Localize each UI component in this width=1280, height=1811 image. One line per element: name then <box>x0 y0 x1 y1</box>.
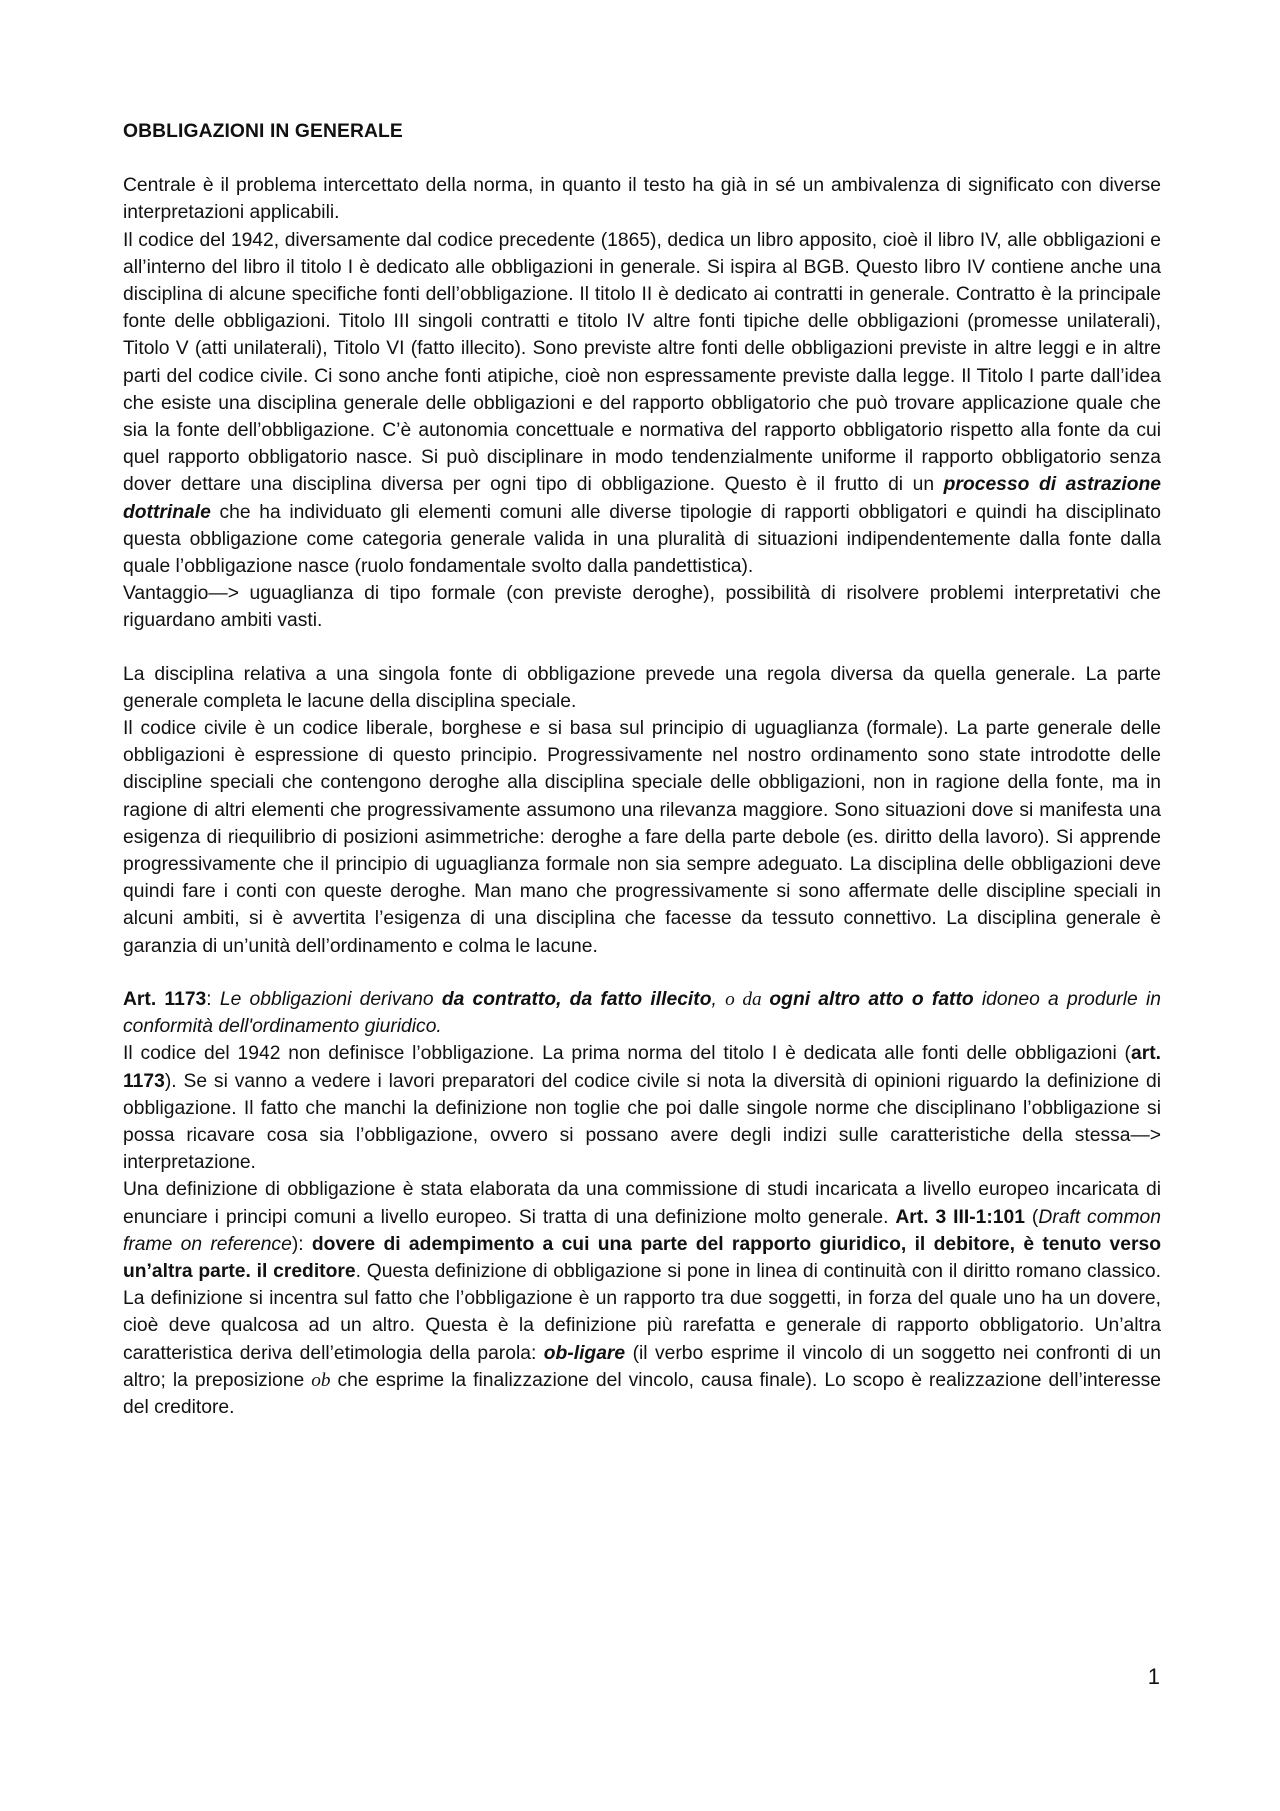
article-label: Art. 1173 <box>123 988 207 1010</box>
article-text: , <box>711 988 726 1010</box>
page-number: 1 <box>1147 1664 1160 1689</box>
paragraph-vantaggio: Vantaggio—> uguaglianza di tipo formale (con previste deroghe), possibilità di risolvere problemi interpretativi che riguardano ambiti vasti. <box>123 583 1161 632</box>
article-text: o da <box>725 988 770 1010</box>
article-text: idoneo a produrle in conformità dell'ordinamento giuridico. <box>123 988 1161 1038</box>
paragraph-definizione-assente <box>123 1040 1161 1176</box>
article-1173-quote <box>123 986 1161 1040</box>
paragraph-gap <box>123 960 1161 986</box>
page-title: OBBLIGAZIONI IN GENERALE <box>123 121 403 142</box>
paragraph-text: ): <box>291 1233 312 1255</box>
paragraph-text: Il codice del 1942 non definisce l’obbligazione. La prima norma del titolo I è dedicata alle fonti delle obbligazioni ( <box>123 1043 1131 1065</box>
paragraph-text: ). Se si vanno a vedere i lavori preparatori del codice civile si nota la diversità di opinioni riguardo la definizione di obbligazione. Il fatto che manchi la definizione non toglie che poi dalle singole norme che disciplinano l’obbligazione si possa ricavare cosa sia l’obbligazione, ovvero si possano avere degli indizi sulle caratteristiche della stessa—> interpretazione. <box>123 1070 1161 1174</box>
article-bold-text: da contratto, da fatto illecito <box>441 988 712 1010</box>
paragraph-text: che esprime la finalizzazione del vincolo, causa finale). Lo scopo è realizzazione dell’interesse del creditore. <box>123 1369 1161 1418</box>
article-reference: art. 1173 <box>123 1043 1161 1092</box>
draft-reference: Draft common frame on reference <box>123 1206 1161 1255</box>
paragraph-disciplina-singola: La disciplina relativa a una singola fonte di obbligazione prevede una regola diversa da quella generale. La parte generale completa le lacune della disciplina speciale. <box>123 663 1161 712</box>
paragraph-codice-liberale: Il codice civile è un codice liberale, borghese e si basa sul principio di uguaglianza (formale). La parte generale delle obbligazioni è espressione di questo principio. Progressivamente nel nostro ordinamento sono state introdotte delle discipline speciali che contengono deroghe alla disciplina speciale delle obbligazioni, non in ragione della fonte, ma in ragione di altri elementi che progressivamente assumono una rilevanza maggiore. Sono situazioni dove si manifesta una esigenza di riequilibrio di posizioni asimmetriche: deroghe a fare della parte debole (es. diritto della lavoro). Si apprende progressivamente che il principio di uguaglianza formale non sia sempre adeguato. La disciplina delle obbligazioni deve quindi fare i conti con queste deroghe. Man mano che progressivamente si sono affermate delle discipline speciali in alcuni ambiti, si è avvertita l’esigenza di una disciplina che facesse da tessuto connettivo. La disciplina generale è garanzia di un’unità dell’ordinamento e colma le lacune. <box>123 718 1161 957</box>
document-body <box>123 118 1161 1421</box>
article-colon: : <box>206 988 220 1010</box>
article-reference: Art. 3 III-1:101 <box>895 1206 1025 1228</box>
paragraph-text: che ha individuato gli elementi comuni alle diverse tipologie di rapporti obbligatori e quindi ha disciplinato questa obbligazione come categoria generale valida in una pluralità di situazioni indipendentemente dalla fonte dalla quale l’obbligazione nasce (ruolo fondamentale svolto dalla pandettistica). <box>123 501 1161 578</box>
paragraph-intro: Centrale è il problema intercettato della norma, in quanto il testo ha già in sé un ambivalenza di significato con diverse interpretazioni applicabili. <box>123 175 1161 224</box>
paragraph-text: Una definizione di obbligazione è stata elaborata da una commissione di studi incaricata a livello europeo incaricata di enunciare i principi comuni a livello europeo. Si tratta di una definizione molto generale. <box>123 1179 1161 1228</box>
article-bold-text: ogni altro atto o fatto <box>769 988 974 1010</box>
definition-bold: dovere di adempimento a cui una parte del rapporto giuridico, il debitore, è tenuto verso un’altra parte. il creditore <box>123 1233 1162 1282</box>
paragraph-definizione-europea <box>123 1176 1161 1421</box>
paragraph-gap <box>123 635 1161 661</box>
paragraph-codice-1942 <box>123 227 1161 581</box>
paragraph-text: Il codice del 1942, diversamente dal codice precedente (1865), dedica un libro apposito, cioè il libro IV, alle obbligazioni e all’interno del libro il titolo I è dedicato alle obbligazioni in generale. Si ispira al BGB. Questo libro IV contiene anche una disciplina di alcune specifiche fonti dell’obbligazione. Il titolo II è dedicato ai contratti in generale. Contratto è la principale fonte delle obbligazioni. Titolo III singoli contratti e titolo IV altre fonti tipiche delle obbligazioni (promesse unilaterali), Titolo V (atti unilaterali), Titolo VI (fatto illecito). Sono previste altre fonti delle obbligazioni previste in altre leggi e in altre parti del codice civile. Ci sono anche fonti atipiche, cioè non espressamente previste dalla legge. Il Titolo I parte dall’idea che esiste una disciplina generale delle obbligazioni e del rapporto obbligatorio che può trovare applicazione quale che sia la fonte dell’obbligazione. C’è autonomia concettuale e normativa del rapporto obbligatorio rispetto alla fonte da cui quel rapporto obbligatorio nasce. Si può disciplinare in modo tendenzialmente uniforme il rapporto obbligatorio senza dover dettare una disciplina diversa per ogni tipo di obbligazione. Questo è il frutto di un <box>123 229 1161 496</box>
paragraph-text: . Questa definizione di obbligazione si pone in linea di continuità con il diritto romano classico. La definizione si incentra sul fatto che l’obbligazione è un rapporto tra due soggetti, in forza del quale uno ha un dovere, cioè deve qualcosa ad un altro. Questa è la definizione più rarefatta e generale di rapporto obbligatorio. Un’altra caratteristica deriva dell’etimologia della parola: <box>123 1260 1161 1364</box>
article-text: Le obbligazioni derivano <box>219 988 442 1010</box>
preposition-term: ob <box>311 1369 331 1391</box>
paragraph-text: (il verbo esprime il vincolo di un soggetto nei confronti di un altro; la preposizione <box>123 1342 1161 1391</box>
emphasis-astrazione: processo di astrazione dottrinale <box>123 474 1161 523</box>
etymology-term: ob-ligare <box>543 1342 626 1364</box>
paragraph-text: ( <box>1024 1206 1039 1228</box>
